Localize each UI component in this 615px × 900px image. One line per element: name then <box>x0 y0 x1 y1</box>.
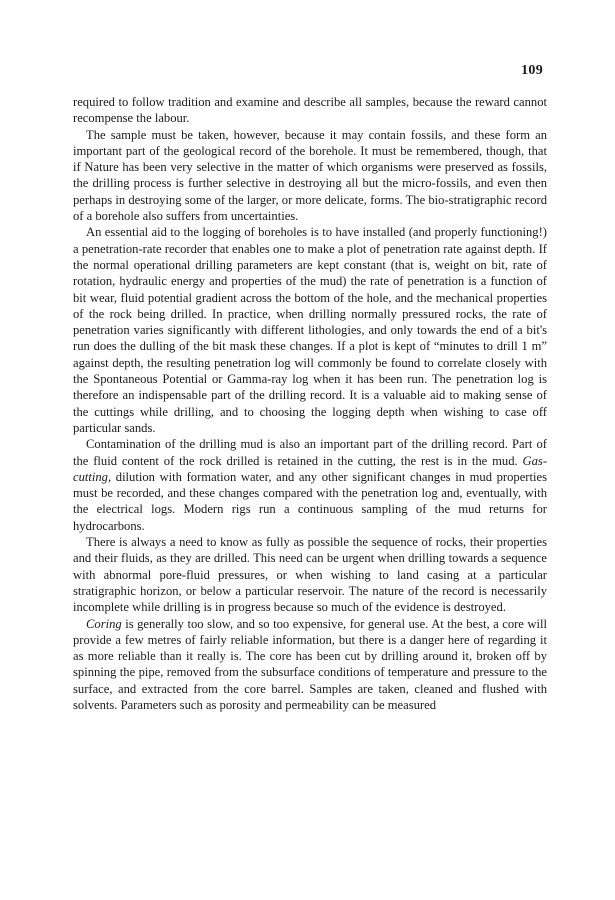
page-number: 109 <box>521 63 543 78</box>
paragraph-4 <box>73 436 547 534</box>
paragraph-1: required to follow tradition and examine and describe all samples, because the reward cannot recompense the labour. <box>73 95 547 126</box>
coring-term: Coring <box>86 616 122 631</box>
body-text <box>73 94 547 713</box>
paragraph-2: The sample must be taken, however, because it may contain fossils, and these form an important part of the geological record of the borehole. It must be remembered, though, that if Nature has been very selective in the matter of which organisms were preserved as fossils, the drilling process is further selective in destroying all but the micro-fossils, and even then perhaps in destroying some of the larger, or more delicate, forms. The bio-stratigraphic record of a borehole also suffers from uncertainties. <box>73 127 547 224</box>
paragraph-6-body: is generally too slow, and so too expensive, for general use. At the best, a core will provide a few metres of fairly reliable information, but there is a danger here of regarding it as more reliable than it really is. The core has been cut by drilling around it, broken off by spinning the pipe, removed from the subsurface conditions of temperature and pressure to the surface, and extracted from the core barrel. Samples are taken, cleaned and flushed with solvents. Parameters such as porosity and permeability can be measured <box>73 616 547 712</box>
paragraph-4-part-2: dilution with formation water, and any other significant changes in mud properties must be recorded, and these changes compared with the penetration log and, eventually, with the electrical logs. Modern rigs run a continuous sampling of the mud returns for hydrocarbons. <box>73 469 547 533</box>
paragraph-4-part-1: Contamination of the drilling mud is also an important part of the drilling record. Part of the fluid content of the rock drilled is retained in the cutting, the rest is in the mud. <box>73 437 547 468</box>
gas-cutting-term: Gas-cutting, <box>73 453 547 484</box>
paragraph-5: There is always a need to know as fully as possible the sequence of rocks, their properties and their fluids, as they are drilled. This need can be urgent when drilling towards a sequence with abnormal pore-fluid pressures, or when wishing to land casing at a particular stratigraphic horizon, or below a particular reservoir. The nature of the record is necessarily incomplete while drilling is in progress because so much of the evidence is destroyed. <box>73 535 547 615</box>
paragraph-3: An essential aid to the logging of boreholes is to have installed (and properly functioning!) a penetration-rate recorder that enables one to make a plot of penetration rate against depth. If the normal operational drilling parameters are kept constant (that is, weight on bit, rate of rotation, hydraulic energy and properties of the mud) the rate of penetration is a function of bit wear, fluid potential gradient across the bottom of the hole, and the mechanical properties of the rock being drilled. In practice, when drilling normally pressured rocks, the rate of penetration varies significantly with different lithologies, and only towards the end of a bit's run does the dulling of the bit mask these changes. If a plot is kept of “minutes to drill 1 m” against depth, the resulting penetration log will commonly be found to correlate closely with the Spontaneous Potential or Gamma-ray log when it has been run. The penetration log is therefore an indispensable part of the drilling record. It is a valuable aid to making sense of the cuttings while drilling, and to choosing the logging depth when wishing to case off particular sands. <box>73 225 547 435</box>
paragraph-6 <box>73 616 547 714</box>
